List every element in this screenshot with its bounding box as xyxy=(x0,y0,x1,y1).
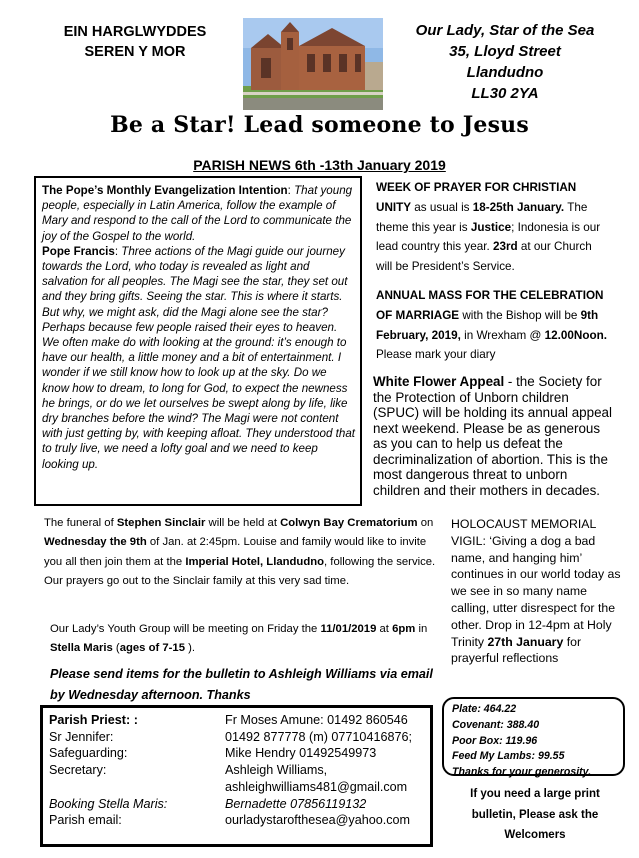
contact-row-booking xyxy=(49,796,424,813)
contact-box xyxy=(40,705,433,847)
marriage-mass-date: 9th February, 2019, xyxy=(376,308,599,342)
marriage-mass-text-3: Please mark your diary xyxy=(376,348,496,362)
funeral-text-5: , following the service. Our prayers go out to the Sinclair family at this very sad time. xyxy=(44,555,436,587)
funeral-text-2: will be held at xyxy=(205,517,281,529)
contact-row-secretary xyxy=(49,762,424,779)
parish-address xyxy=(400,20,610,104)
francis-label: Pope Francis xyxy=(42,244,115,258)
marriage-mass-text-1: with the Bishop will be xyxy=(459,308,581,322)
contact-row-priest xyxy=(49,712,424,729)
secretary-email: ashleighwilliams481@gmail.com xyxy=(225,779,408,794)
secretary-value: Ashleigh Williams, xyxy=(225,763,328,778)
welsh-line-1: EIN HARGLWYDDES xyxy=(63,24,207,40)
youth-time: 6pm xyxy=(392,623,416,635)
news-title xyxy=(0,157,639,173)
bulletin-submission-note: Please send items for the bulletin to Ashleigh Williams via email by Wednesday afternoon. Thanks xyxy=(50,667,433,702)
poor-box-total: Poor Box: 119.96 xyxy=(452,734,538,747)
youth-date: 11/01/2019 xyxy=(320,623,377,635)
holocaust-text-1: HOLOCAUST MEMORIAL VIGIL: ‘Giving a dog a bad name, and hanging him’ continues in our world today as we see in so many name calling, utter disrespect for the other. Drop in 12-4pm at Holy Trinity xyxy=(451,517,621,649)
church-photo xyxy=(243,18,383,110)
safeguarding-label: Safeguarding: xyxy=(49,746,128,761)
sister-value: 01492 877778 (m) 07710416876; xyxy=(225,729,412,744)
youth-text-4: ( xyxy=(112,642,120,655)
funeral-place: Colwyn Bay Crematorium xyxy=(280,517,418,529)
funeral-name: Stephen Sinclair xyxy=(116,517,206,529)
safeguarding-value: Mike Hendry 01492549973 xyxy=(225,746,377,761)
welsh-line-2: SEREN Y MOR xyxy=(84,44,186,60)
contact-row-email xyxy=(49,812,424,829)
prayer-week-text-3: ; Indonesia is our lead country this year. xyxy=(376,220,601,254)
slogan-heading: Be a Star! Lead someone to Jesus xyxy=(110,112,529,138)
contact-row-secretary-email xyxy=(49,779,424,796)
contact-row-sister xyxy=(49,729,424,746)
booking-value: Bernadette 07856119132 xyxy=(225,796,367,811)
funeral-hotel: Imperial Hotel, Llandudno xyxy=(185,555,325,568)
holocaust-vigil-notice xyxy=(451,516,621,667)
contact-row-safeguarding xyxy=(49,745,424,762)
sister-label: Sr Jennifer: xyxy=(49,729,114,744)
holocaust-text-2: for prayerful reflections xyxy=(451,634,582,666)
funeral-text-3: on xyxy=(417,517,434,529)
large-print-note: If you need a large print bulletin, Please ask the Welcomers xyxy=(470,788,600,841)
youth-text-3: in xyxy=(415,623,428,635)
intention-text: That young people, especially in Latin America, follow the example of Mary and respond to the call of the Lord to communicate the joy of the Gospel to the world. xyxy=(42,184,353,243)
marriage-mass-title: ANNUAL MASS FOR THE CELEBRATION OF MARRIAGE xyxy=(376,288,604,322)
parish-email-label: Parish email: xyxy=(49,813,122,828)
prayer-week-notice xyxy=(376,178,608,277)
parish-email-value: ourladystarofthesea@yahoo.com xyxy=(225,813,411,828)
prayer-week-text-2: The theme this year is xyxy=(376,200,588,234)
funeral-notice xyxy=(44,514,438,591)
prayer-week-title: WEEK OF PRAYER FOR CHRISTIAN UNITY xyxy=(376,181,577,214)
prayer-week-theme: Justice xyxy=(470,220,512,234)
prayer-week-text-4: at our Church will be President’s Service. xyxy=(376,240,592,274)
white-flower-text: - the Society for the Protection of Unborn children (SPUC) will be holding its annual appeal next weekend. Please be as generous as you can to help us defeat the decriminalization of abortion. This is the most dangerous threat to unborn children and their mothers in decades. xyxy=(373,374,612,498)
youth-text-2: at xyxy=(376,623,393,635)
youth-text-1: Our Lady’s Youth Group will be meeting on Friday the xyxy=(50,623,321,635)
youth-text-5: ). xyxy=(185,642,196,655)
address-line-2: Llandudno xyxy=(466,64,544,81)
prayer-week-day: 23rd xyxy=(492,240,518,254)
funeral-text-1: The funeral of xyxy=(44,517,117,529)
secretary-label: Secretary: xyxy=(49,763,107,778)
welsh-parish-name xyxy=(40,22,230,62)
youth-group-notice xyxy=(50,620,440,659)
plate-total: Plate: 464.22 xyxy=(452,703,517,715)
church-photo-image xyxy=(243,18,383,110)
thanks-note: Thanks for your generosity. xyxy=(452,766,592,779)
collection-totals xyxy=(442,697,625,779)
spacer xyxy=(49,779,225,796)
address-line-1: 35, Lloyd Street xyxy=(449,43,561,60)
parish-name: Our Lady, Star of the Sea xyxy=(415,22,595,39)
white-flower-title: White Flower Appeal xyxy=(373,374,505,389)
covenant-total: Covenant: 388.40 xyxy=(452,718,540,731)
white-flower-appeal xyxy=(373,374,613,498)
priest-value: Fr Moses Amune: 01492 860546 xyxy=(225,713,408,727)
prayer-week-dates: 18-25th January. xyxy=(472,200,565,214)
funeral-text-4: of Jan. at 2:45pm. Louise and family would like to invite you all then join them at the xyxy=(44,536,427,568)
holocaust-date: 27th January xyxy=(487,634,564,649)
pope-box: The Pope’s Monthly Evangelization Intention: That young people, especially in Latin America, follow the example of Mary and respond to the call of the Lord to communicate the joy of the Gospel to the world. Pope Francis: Three actions of the Magi guide our journey towards the Lord, who today is revealed as light and salvation for all peoples. The Magi see the star, they set out and they bring gifts. Seeing the star. This is where it starts. But why, we might ask, did the Magi alone see the star? Perhaps because few people raised their eyes to heaven. We often make do with looking at the ground: it’s enough to have our health, a little money and a bit of entertainment. I wonder if we still know how to look up at the sky. Do we know how to dream, to long for God, to expect the newness he brings, or do we let ourselves be swept along by life, like dry branches before the wind? The Magi were not content with just getting by, with keeping afloat. They understood that to truly live, we need a lofty goal and we need to keep looking up. xyxy=(34,176,362,506)
booking-label: Booking Stella Maris: xyxy=(49,796,168,811)
youth-place: Stella Maris xyxy=(50,642,113,655)
marriage-mass-notice xyxy=(376,286,608,365)
marriage-mass-time: 12.00Noon. xyxy=(544,328,607,342)
marriage-mass-text-2: in Wrexham @ xyxy=(460,328,545,342)
francis-text: Three actions of the Magi guide our journey towards the Lord, who today is revealed as light and salvation for all peoples. The Magi see the star, they set out and they bring gifts. Seeing the star. This is where it starts. But why, we might ask, did the Magi alone see the star? Perhaps because few people raised their eyes to heaven. We often make do with looking at the ground: it’s enough to have our health, a little money and a bit of entertainment. I wonder if we still know how to look up at the sky. Do we know how to dream, to long for God, to expect the newness he brings, or do we let ourselves be swept along by life, like dry branches before the wind? The Magi were not content with just getting by, with keeping afloat. They understood that to truly live, we need a lofty goal and we need to keep looking up. xyxy=(42,244,356,471)
news-title-text: PARISH NEWS 6th -13th January 2019 xyxy=(193,157,446,173)
postcode: LL30 2YA xyxy=(471,85,539,102)
youth-ages: ages of 7-15 xyxy=(119,642,186,655)
priest-label: Parish Priest: : xyxy=(49,713,138,727)
right-column xyxy=(376,178,608,374)
prayer-week-text-1: as usual is xyxy=(411,200,473,214)
feed-lambs-total: Feed My Lambs: 99.55 xyxy=(452,750,565,763)
funeral-when: Wednesday the 9th xyxy=(44,536,147,549)
intention-label: The Pope’s Monthly Evangelization Intention xyxy=(42,184,288,197)
